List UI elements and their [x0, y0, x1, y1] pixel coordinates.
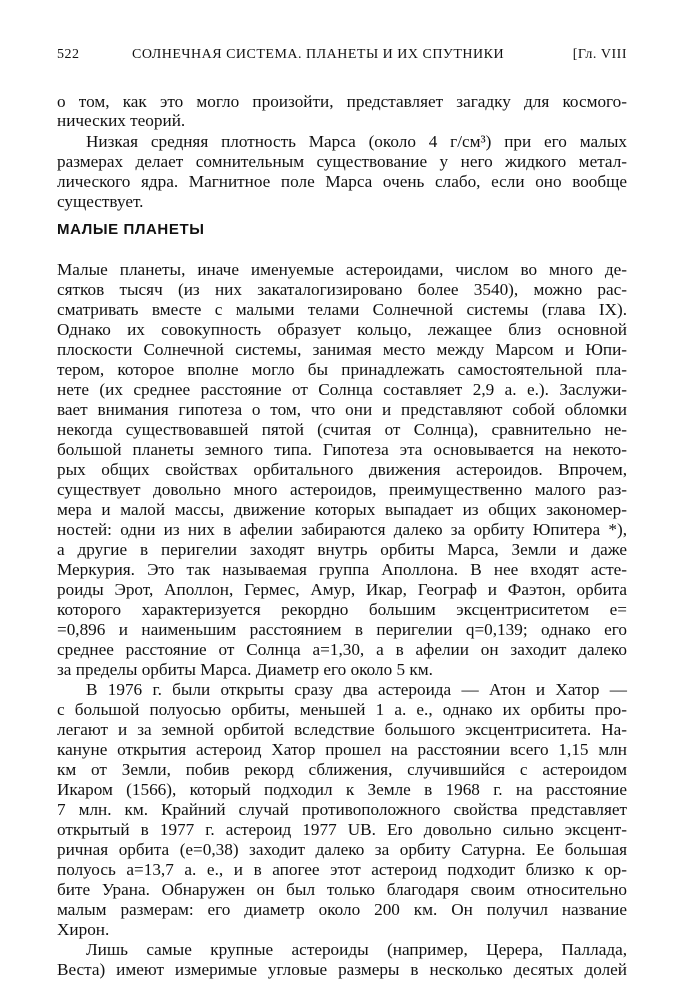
text-line: которого характеризуется рекордно большим эксцентриситетом e= — [57, 600, 627, 619]
text-line: а другие в перигелии заходят внутрь орбиты Марса, Земли и даже — [57, 540, 627, 559]
text-line: роиды Эрот, Аполлон, Гермес, Амур, Икар, Географ и Фаэтон, орбита — [57, 580, 627, 599]
text-line: Лишь самые крупные астероиды (например, Церера, Паллада, — [86, 940, 627, 959]
text-line: большой планеты земного типа. Гипотеза эта основывается на некото- — [57, 440, 627, 459]
text-line: с большой полуосью орбиты, меньшей 1 а. е., однако их орбиты про- — [57, 700, 627, 719]
text-line: мера и малой массы, движение которых выпадает из общих закономер- — [57, 500, 627, 519]
text-line: Меркурия. Это так называемая группа Аполлона. В нее входят асте- — [57, 560, 627, 579]
text-line: 7 млн. км. Крайний случай противоположного свойства представляет — [57, 800, 627, 819]
text-line: лического ядра. Магнитное поле Марса очень слабо, если оно вообще — [57, 172, 627, 191]
text-line: сматривать вместе с малыми телами Солнечной системы (глава IX). — [57, 300, 627, 319]
text-line: легают и за земной орбитой вследствие большого эксцентриситета. На- — [57, 720, 627, 739]
text-line: В 1976 г. были открыты сразу два астероида — Атон и Хатор — — [86, 680, 627, 699]
text-line: =0,896 и наименьшим расстоянием в перигелии q=0,139; однако его — [57, 620, 627, 639]
text-line: плоскости Солнечной системы, занимая место между Марсом и Юпи- — [57, 340, 627, 359]
text-line: км от Земли, побив рекорд сближения, случившийся с астероидом — [57, 760, 627, 779]
text-line: Веста) имеют измеримые угловые размеры в несколько десятых долей — [57, 960, 627, 979]
text-line: существует довольно много астероидов, преимущественно малого раз- — [57, 480, 627, 499]
chapter-marker: [Гл. VIII — [572, 47, 627, 62]
text-line: нете (их среднее расстояние от Солнца составляет 2,9 а. е.). Заслужи- — [57, 380, 627, 399]
text-line: Икаром (1566), который подходил к Земле в 1968 г. на расстояние — [57, 780, 627, 799]
text-line: вает внимания гипотеза о том, что они и представляют собой обломки — [57, 400, 627, 419]
text-line: бите Урана. Обнаружен он был только благодаря своим относительно — [57, 880, 627, 899]
text-line: тером, которое вполне могло бы принадлежать самостоятельной пла- — [57, 360, 627, 379]
section-heading: МАЛЫЕ ПЛАНЕТЫ — [57, 221, 205, 238]
text-line: о том, как это могло произойти, представляет загадку для космого- — [57, 92, 627, 111]
text-line: среднее расстояние от Солнца a=1,30, а в афелии он заходит далеко — [57, 640, 627, 659]
text-line: полуось a=13,7 а. е., и в апогее этот астероид подходит близко к ор- — [57, 860, 627, 879]
text-line: за пределы орбиты Марса. Диаметр его около 5 км. — [57, 660, 433, 679]
text-line: рых общих свойствах орбитального движения астероидов. Впрочем, — [57, 460, 627, 479]
running-title: СОЛНЕЧНАЯ СИСТЕМА. ПЛАНЕТЫ И ИХ СПУТНИКИ — [132, 47, 505, 62]
running-header — [57, 47, 627, 71]
text-line: открытый в 1977 г. астероид 1977 UB. Его довольно сильно эксцент- — [57, 820, 627, 839]
text-line: малым размерам: его диаметр около 200 км. Он получил название — [57, 900, 627, 919]
text-line: Хирон. — [57, 920, 110, 939]
text-line: существует. — [57, 192, 144, 211]
text-line: ностей: одни из них в афелии забираются далеко за орбиту Юпитера *), — [57, 520, 627, 539]
text-line: некогда существовавшей пятой (считая от Солнца), сравнительно не- — [57, 420, 627, 439]
text-line: кануне открытия астероид Хатор прошел на расстоянии всего 1,15 млн — [57, 740, 627, 759]
text-line: ричная орбита (e=0,38) заходит далеко за орбиту Сатурна. Ее большая — [57, 840, 627, 859]
text-line: Низкая средняя плотность Марса (около 4 г/см³) при его малых — [86, 132, 627, 151]
text-line: Однако их совокупность образует кольцо, лежащее близ основной — [57, 320, 627, 339]
text-line: размерах делает сомнительным существование у него жидкого метал- — [57, 152, 627, 171]
text-line: Малые планеты, иначе именуемые астероидами, числом во много де- — [57, 260, 627, 279]
text-line: сятков тысяч (из них закаталогизировано более 3540), можно рас- — [57, 280, 627, 299]
page-number: 522 — [57, 47, 80, 62]
text-line: нических теорий. — [57, 111, 186, 130]
